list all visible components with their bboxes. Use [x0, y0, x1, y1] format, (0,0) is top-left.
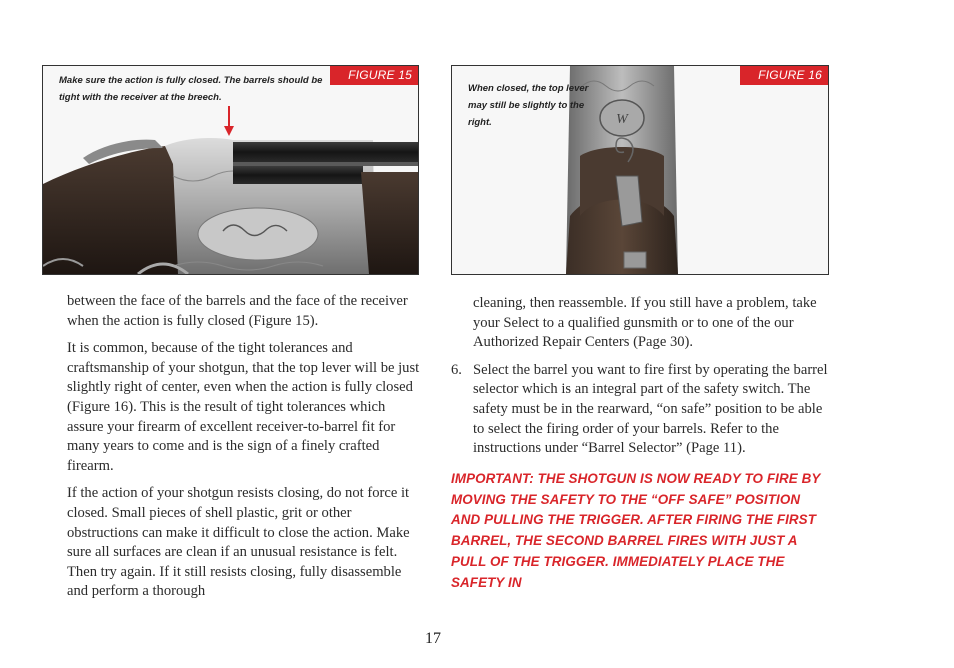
figure-15-caption: Make sure the action is fully closed. The barrels should be tight with the receiver at the breech. — [59, 75, 323, 103]
figure-16 — [451, 65, 829, 275]
figure-16-label: FIGURE 16 — [740, 66, 828, 85]
paragraph: between the face of the barrels and the face of the receiver when the action is fully closed (Figure 15). — [67, 293, 408, 329]
numbered-step — [451, 361, 831, 459]
paragraph: It is common, because of the tight tolerances and craftsmanship of your shotgun, that the top lever will be just slightly right of center, even when the action is fully closed (Figure 16). This is the result of tight tolerances which assure your firearm of excellent receiver-to-barrel fit for many years to come and is the sign of a finely crafted firearm. — [67, 340, 420, 474]
step-text: Select the barrel you want to fire first by operating the barrel selector which is an integral part of the safety switch. The safety must be in the rearward, “on safe” position to be able to select the firing order of your barrels. Refer to the instructions under “Barrel Selector” (Page 11). — [473, 361, 828, 457]
svg-text:W: W — [616, 112, 628, 127]
important-notice: IMPORTANT: THE SHOTGUN IS NOW READY TO FIRE BY MOVING THE SAFETY TO THE “OFF SAFE” POSITION AND PULLING THE TRIGGER. AFTER FIRING THE FIRST BARREL, THE SECOND BARREL FIRES WITH JUST A PULL OF THE TRIGGER. IMMEDIATELY PLACE THE SAFETY IN — [451, 470, 821, 590]
left-column — [67, 292, 423, 610]
paragraph-continued: cleaning, then reassemble. If you still have a problem, take your Select to a qualified gunsmith or to one of the our Authorized Repair Centers (Page 30). — [473, 295, 817, 351]
figure-15-label: FIGURE 15 — [330, 66, 418, 85]
step-number: 6. — [451, 361, 462, 378]
right-column — [451, 294, 831, 594]
paragraph: If the action of your shotgun resists closing, do not force it closed. Small pieces of shell plastic, grit or other obstructions can make it difficult to close the action. Make sure all surfaces are clean if an unusual resistance is felt. Then try again. If it still resists closing, fully disassemble and perform a thorough — [67, 485, 410, 600]
page-number: 17 — [425, 630, 441, 647]
figure-16-caption: When closed, the top lever may still be slightly to the right. — [468, 83, 589, 128]
figure-15 — [42, 65, 419, 275]
